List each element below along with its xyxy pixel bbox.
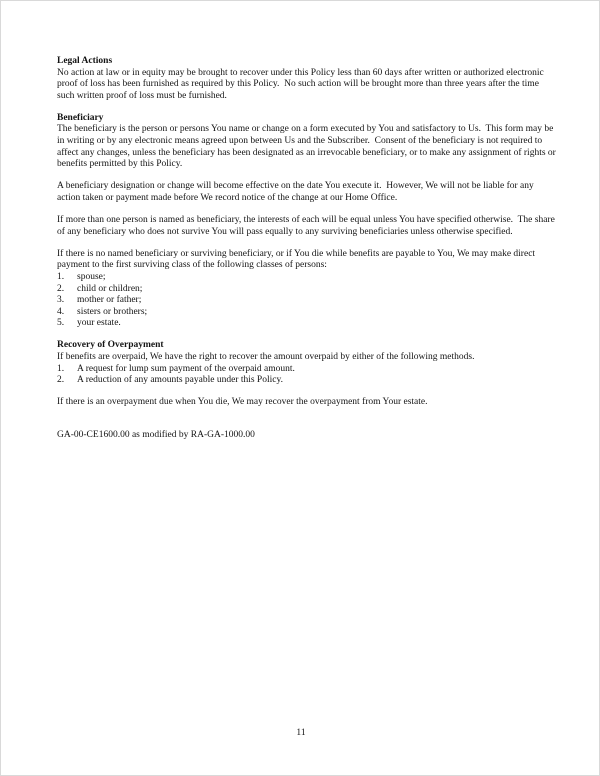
list-item bbox=[57, 318, 557, 330]
document-sections bbox=[57, 56, 557, 409]
paragraph: If more than one person is named as beneficiary, the interests of each will be equal unless You have specified otherwise. The share of any beneficiary who does not survive You will pass equally to any surviving beneficiaries unless otherwise specified. bbox=[57, 215, 558, 237]
document-section bbox=[57, 340, 557, 408]
section-heading: Recovery of Overpayment bbox=[57, 340, 164, 351]
paragraph: The beneficiary is the person or persons You name or change on a form executed by You and satisfactory to Us. This form may be in writing or by any electronic means agreed upon between Us and the Subscriber. Consent of the beneficiary is not required to affect any changes, unless the beneficiary has been designated as an irrevocable beneficiary, or to make any assignment of rights or benefits permitted by this Policy. bbox=[57, 124, 559, 170]
list-item-text: spouse; bbox=[77, 271, 106, 282]
numbered-list bbox=[57, 272, 557, 330]
section-heading: Beneficiary bbox=[57, 112, 104, 123]
list-item-text: mother or father; bbox=[77, 295, 142, 306]
list-item-text: A request for lump sum payment of the overpaid amount. bbox=[77, 363, 295, 374]
list-item bbox=[57, 364, 557, 376]
paragraph: No action at law or in equity may be brought to recover under this Policy less than 60 days after written or authorized electronic proof of loss has been furnished as required by this Policy. No such action will be brought more than three years after the time such written proof of loss must be furnished. bbox=[57, 67, 547, 101]
numbered-list bbox=[57, 364, 557, 387]
form-number: GA-00-CE1600.00 as modified by RA-GA-1000.00 bbox=[57, 429, 255, 440]
page-number: 11 bbox=[296, 728, 306, 738]
document-content bbox=[57, 56, 557, 441]
list-item-number: 3. bbox=[57, 295, 65, 306]
list-item bbox=[57, 284, 557, 296]
paragraph: If benefits are overpaid, We have the right to recover the amount overpaid by either of the following methods. bbox=[57, 351, 475, 362]
list-item-text: your estate. bbox=[77, 318, 121, 329]
paragraph: If there is no named beneficiary or surviving beneficiary, or if You die while benefits are payable to You, We may make direct payment to the first surviving class of the following classes of persons: bbox=[57, 248, 538, 271]
list-item bbox=[57, 375, 557, 387]
list-item-number: 5. bbox=[57, 318, 65, 329]
list-item bbox=[57, 272, 557, 284]
paragraph: If there is an overpayment due when You die, We may recover the overpayment from Your estate. bbox=[57, 397, 428, 408]
list-item-number: 1. bbox=[57, 363, 65, 374]
list-item-number: 2. bbox=[57, 283, 65, 294]
list-item bbox=[57, 307, 557, 319]
list-item-text: child or children; bbox=[77, 283, 143, 294]
document-section bbox=[57, 113, 557, 330]
list-item-text: A reduction of any amounts payable under this Policy. bbox=[77, 375, 283, 386]
paragraph: A beneficiary designation or change will become effective on the date You execute it. However, We will not be liable for any action taken or payment made before We record notice of the change at our Home Office. bbox=[57, 181, 537, 203]
list-item bbox=[57, 295, 557, 307]
list-item-number: 2. bbox=[57, 375, 65, 386]
document-section bbox=[57, 56, 557, 102]
list-item-number: 4. bbox=[57, 306, 65, 317]
list-item-number: 1. bbox=[57, 271, 65, 282]
list-item-text: sisters or brothers; bbox=[77, 306, 148, 317]
section-heading: Legal Actions bbox=[57, 56, 113, 66]
